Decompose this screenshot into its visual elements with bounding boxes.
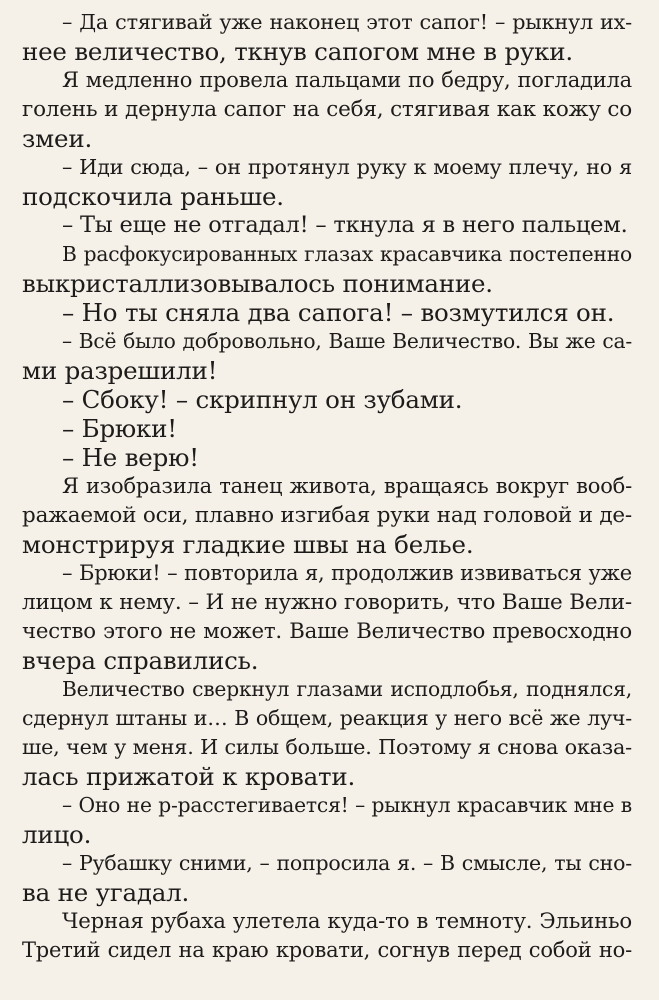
text-line: – Ты еще не отгадал! – ткнула я в него пальцем. — [62, 212, 628, 238]
text-line: ми разрешили! — [22, 356, 218, 385]
text-line: – Да стягивай уже наконец этот сапог! – рыкнул их- — [62, 10, 632, 34]
text-line: ражаемой оси, плавно изгибая руки над головой и де- — [22, 503, 632, 528]
text-line: чество этого не может. Ваше Величество превосходно — [22, 619, 632, 644]
text-line: Третий сидел на краю кровати, согнув перед собой но- — [22, 938, 632, 962]
text-line: – Всё было добровольно, Ваше Величество. Вы же са- — [62, 329, 632, 353]
book-page — [0, 8, 659, 965]
text-line: Черная рубаха улетела куда-то в темноту. Эльиньо — [62, 909, 632, 934]
text-line: ше, чем у меня. И силы больше. Поэтому я снова оказа- — [22, 735, 632, 759]
text-line: ва не угадал. — [22, 878, 190, 907]
text-line: Я изобразила танец живота, вращаясь вокруг вооб- — [62, 474, 632, 498]
text-line: – Брюки! – повторила я, продолжив извиваться уже — [62, 561, 632, 585]
text-line: вчера справились. — [22, 646, 259, 675]
text-line: выкристаллизовывалось понимание. — [22, 269, 493, 298]
text-line: Величество сверкнул глазами исподлобья, поднялся, — [62, 677, 632, 701]
text-line: – Иди сюда, – он протянул руку к моему плечу, но я — [62, 155, 632, 179]
text-line: нее величество, ткнув сапогом мне в руки. — [22, 37, 574, 66]
text-line: подскочила раньше. — [22, 182, 284, 211]
text-line: монстрируя гладкие швы на белье. — [22, 530, 474, 559]
text-line: – Но ты сняла два сапога! – возмутился он. — [62, 298, 615, 327]
text-line: – Оно не р-расстегивается! – рыкнул красавчик мне в — [62, 793, 632, 817]
text-line: змеи. — [22, 124, 93, 153]
text-line: лась прижатой к кровати. — [22, 762, 356, 791]
text-line: – Рубашку сними, – попросила я. – В смысле, ты сно- — [62, 851, 632, 875]
text-line: лицом к нему. – И не нужно говорить, что Ваше Вели- — [22, 590, 632, 615]
text-line: – Сбоку! – скрипнул он зубами. — [62, 385, 463, 414]
text-line: лицо. — [22, 820, 92, 849]
text-line: – Не верю! — [62, 443, 199, 472]
text-line: голень и дернула сапог на себя, стягивая как кожу со — [22, 97, 632, 122]
text-line: – Брюки! — [62, 414, 177, 443]
text-line: Я медленно провела пальцами по бедру, погладила — [62, 68, 632, 92]
text-line: сдернул штаны и… В общем, реакция у него всё же луч- — [22, 706, 632, 730]
text-line: В расфокусированных глазах красавчика постепенно — [62, 242, 632, 266]
